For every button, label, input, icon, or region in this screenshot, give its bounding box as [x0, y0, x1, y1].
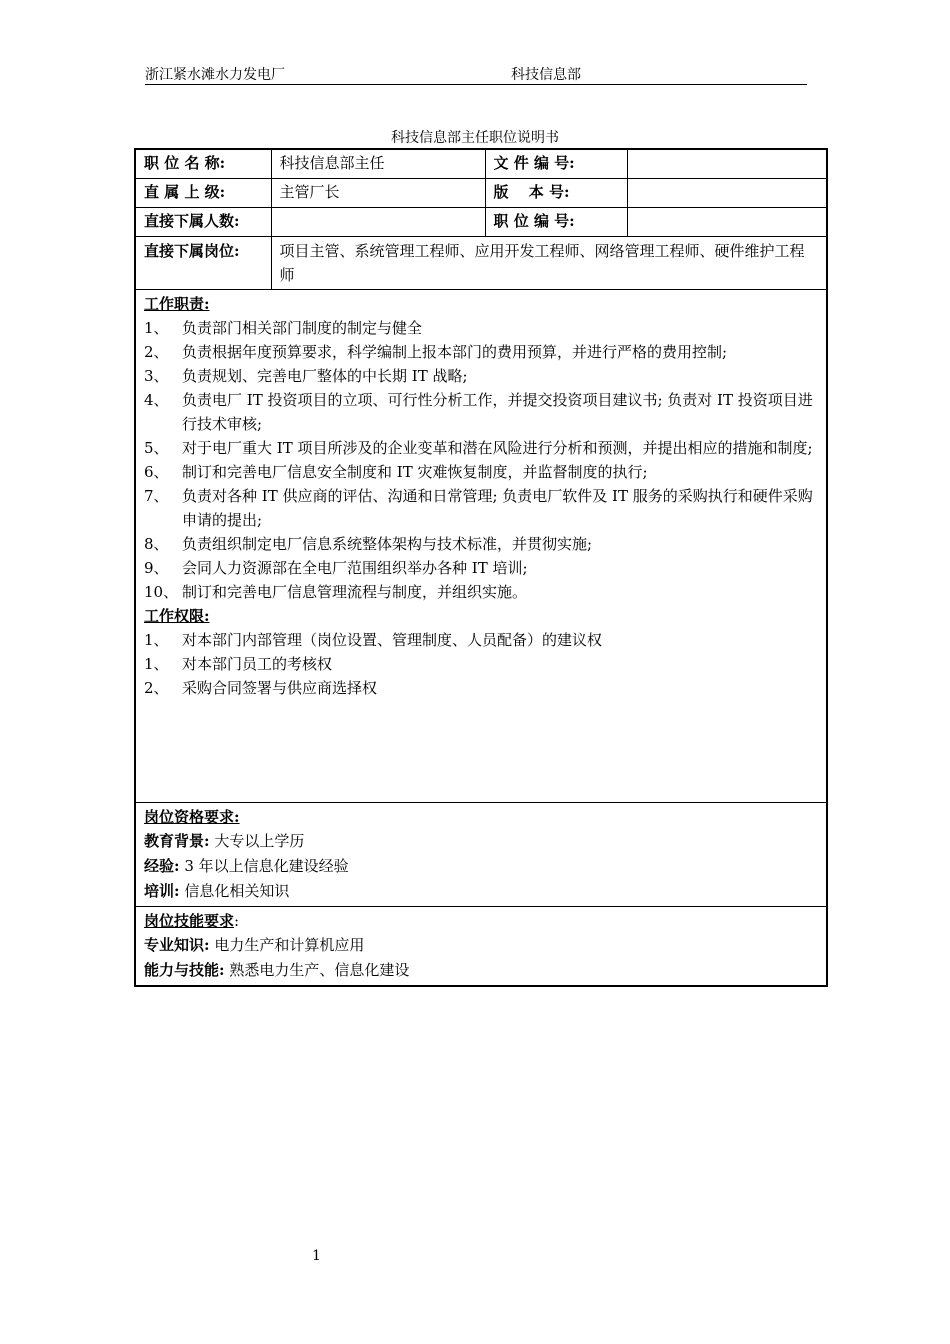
- duty-num: 3、: [144, 367, 169, 385]
- qualification-item: [144, 879, 818, 904]
- qualification-label: 经验:: [144, 857, 180, 875]
- document-title: 科技信息部主任职位说明书: [391, 130, 559, 146]
- list-item: [144, 340, 818, 364]
- qualification-item: [144, 829, 818, 854]
- list-item: [144, 484, 818, 532]
- duty-num: 5、: [144, 439, 169, 457]
- qualification-label: 教育背景:: [144, 832, 210, 850]
- duties-heading: 工作职责:: [144, 295, 210, 313]
- authority-heading: 工作权限:: [144, 607, 210, 625]
- skills-heading-line: [144, 909, 818, 933]
- list-item: [144, 436, 818, 460]
- label-subordinate-count: 直接下属人数:: [135, 208, 271, 237]
- duty-text: 负责规划、完善电厂整体的中长期 IT 战略;: [182, 367, 468, 385]
- info-row-superior: [135, 179, 827, 208]
- value-subordinate-posts: 项目主管、系统管理工程师、应用开发工程师、网络管理工程师、硬件维护工程师: [271, 237, 827, 290]
- skills-item: [144, 958, 818, 983]
- qualification-value: 大专以上学历: [214, 832, 305, 850]
- page-number: 1: [312, 1248, 321, 1264]
- duty-text: 负责根据年度预算要求，科学编制上报本部门的费用预算，并进行严格的费用控制;: [182, 343, 728, 361]
- duty-num: 7、: [144, 487, 169, 505]
- authority-text: 采购合同签署与供应商选择权: [182, 679, 378, 697]
- info-row-position: [135, 149, 827, 179]
- list-item: [144, 628, 818, 652]
- label-position-number: 职 位 编 号:: [485, 208, 627, 237]
- qualification-label: 培训:: [144, 882, 180, 900]
- duty-text: 制订和完善电厂信息安全制度和 IT 灾难恢复制度，并监督制度的执行;: [182, 463, 648, 481]
- qualification-value: 信息化相关知识: [184, 882, 290, 900]
- section-skills: [135, 907, 827, 987]
- duty-text: 会同人力资源部在全电厂范围组织举办各种 IT 培训;: [182, 559, 528, 577]
- duty-text: 负责对各种 IT 供应商的评估、沟通和日常管理; 负责电厂软件及 IT 服务的采购执行和硬件采购申请的提出;: [182, 487, 813, 529]
- section-qualification: [135, 803, 827, 907]
- label-subordinate-posts: 直接下属岗位:: [135, 237, 271, 290]
- info-row-subordinates: [135, 237, 827, 290]
- duty-text: 制订和完善电厂信息管理流程与制度，并组织实施。: [182, 583, 528, 601]
- list-item: [144, 580, 818, 604]
- list-item: [144, 652, 818, 676]
- list-item: [144, 460, 818, 484]
- duty-text: 负责电厂 IT 投资项目的立项、可行性分析工作，并提交投资项目建议书; 负责对 IT 投资项目进行技术审核;: [182, 391, 813, 433]
- list-item: [144, 316, 818, 340]
- skills-heading: 岗位技能要求: [144, 912, 235, 930]
- qualification-heading: 岗位资格要求:: [144, 808, 240, 826]
- authority-num: 2、: [144, 679, 169, 697]
- skills-label: 专业知识:: [144, 936, 210, 954]
- duty-num: 2、: [144, 343, 169, 361]
- duty-num: 8、: [144, 535, 169, 553]
- info-row-headcount: [135, 208, 827, 237]
- label-position-name: 职 位 名 称:: [135, 149, 271, 179]
- list-item: [144, 676, 818, 700]
- authority-num: 1、: [144, 655, 169, 673]
- label-file-number: 文 件 编 号:: [485, 149, 627, 179]
- value-direct-superior: 主管厂长: [271, 179, 485, 208]
- job-description-table: [134, 148, 828, 987]
- value-subordinate-count: [271, 208, 485, 237]
- duty-num: 9、: [144, 559, 169, 577]
- section-duties-authority: [135, 290, 827, 803]
- authority-text: 对本部门员工的考核权: [182, 655, 333, 673]
- department-name: 科技信息部: [511, 67, 581, 83]
- duty-text: 负责部门相关部门制度的制定与健全: [182, 319, 423, 337]
- duty-num: 10、: [144, 583, 179, 601]
- list-item: [144, 364, 818, 388]
- label-direct-superior: 直 属 上 级:: [135, 179, 271, 208]
- value-position-number: [627, 208, 827, 237]
- authority-text: 对本部门内部管理（岗位设置、管理制度、人员配备）的建议权: [182, 631, 603, 649]
- qualification-value: 3 年以上信息化建设经验: [184, 857, 349, 875]
- skills-value: 电力生产和计算机应用: [214, 936, 365, 954]
- duty-num: 4、: [144, 391, 169, 409]
- company-name: 浙江紧水滩水力发电厂: [145, 67, 285, 83]
- skills-value: 熟悉电力生产、信息化建设: [229, 961, 410, 979]
- skills-heading-colon: :: [234, 912, 240, 930]
- qualification-item: [144, 854, 818, 879]
- duty-text: 负责组织制定电厂信息系统整体架构与技术标准，并贯彻实施;: [182, 535, 593, 553]
- skills-item: [144, 933, 818, 958]
- skills-label: 能力与技能:: [144, 961, 225, 979]
- duty-text: 对于电厂重大 IT 项目所涉及的企业变革和潜在风险进行分析和预测，并提出相应的措施和制度;: [182, 439, 813, 457]
- authority-num: 1、: [144, 631, 169, 649]
- value-file-number: [627, 149, 827, 179]
- duty-num: 6、: [144, 463, 169, 481]
- page-header: [145, 64, 807, 85]
- duty-num: 1、: [144, 319, 169, 337]
- list-item: [144, 532, 818, 556]
- list-item: [144, 556, 818, 580]
- value-position-name: 科技信息部主任: [271, 149, 485, 179]
- list-item: [144, 388, 818, 436]
- label-version-number: 版 本 号:: [485, 179, 627, 208]
- value-version-number: [627, 179, 827, 208]
